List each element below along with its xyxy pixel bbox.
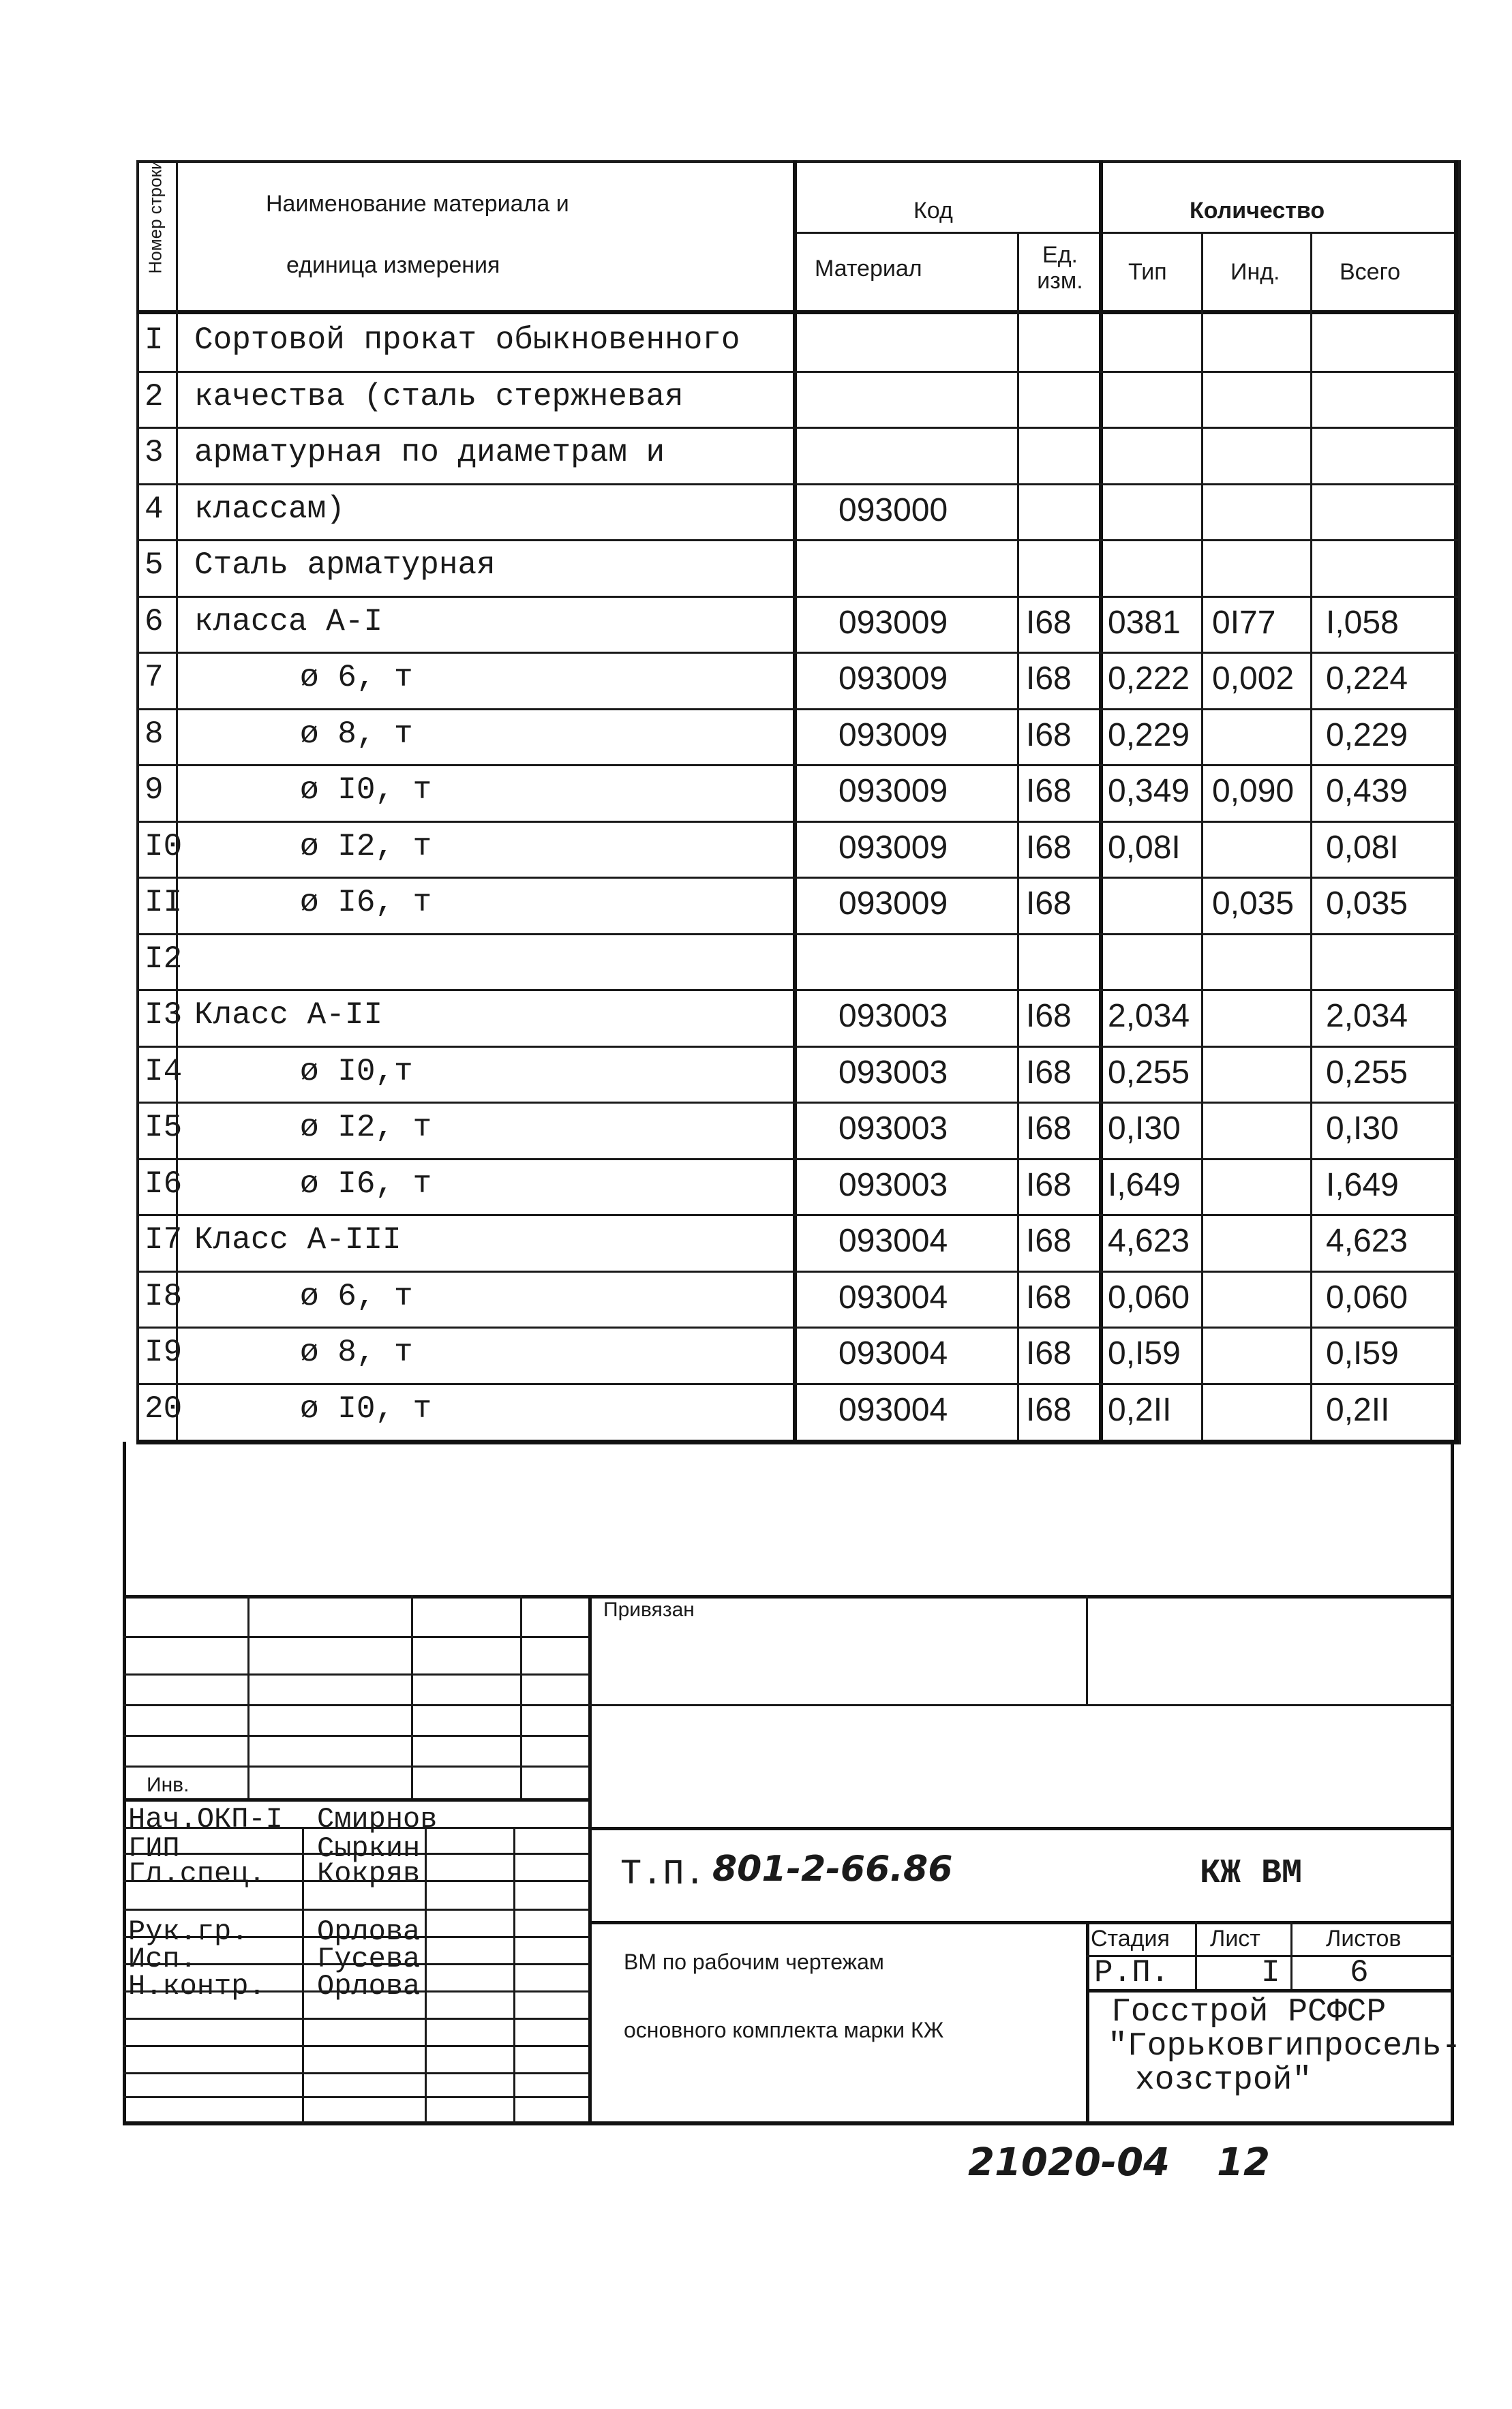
sheet-label: Лист <box>1210 1926 1260 1952</box>
row-number: I2 <box>145 941 183 977</box>
row-number: 4 <box>145 491 164 527</box>
row-divider <box>136 483 1459 485</box>
row-name: ø I6, т <box>300 885 432 920</box>
row-number: 9 <box>145 772 164 808</box>
row-material-code: 093004 <box>838 1223 948 1259</box>
row-divider <box>136 764 1459 766</box>
row-qty-total: 0,I59 <box>1326 1335 1399 1372</box>
row-number: 5 <box>145 547 164 583</box>
row-name: ø I0,т <box>300 1054 413 1089</box>
row-number: I9 <box>145 1335 183 1370</box>
row-qty-total: 0,060 <box>1326 1279 1408 1316</box>
row-divider <box>136 371 1459 373</box>
signature-name: Орлова <box>317 1970 421 2003</box>
signature-name: Смирнов <box>317 1803 438 1836</box>
header-name-line2: единица измерения <box>286 252 500 278</box>
row-name: ø 8, т <box>300 1335 413 1370</box>
row-number: I8 <box>145 1279 183 1314</box>
row-unit-code: I68 <box>1026 1167 1072 1203</box>
header-code: Код <box>913 198 953 224</box>
header-total: Всего <box>1340 259 1401 285</box>
row-number: 2 <box>145 379 164 414</box>
signature-name: Гусева <box>317 1943 421 1975</box>
signature-role: Н.контр. <box>128 1970 266 2003</box>
doc-prefix: Т.П. <box>620 1854 706 1894</box>
row-name: Сортовой прокат обыкновенного <box>194 322 740 358</box>
row-name: ø I2, т <box>300 829 432 864</box>
row-unit-code: I68 <box>1026 1392 1072 1428</box>
row-material-code: 093003 <box>838 1055 948 1091</box>
row-name: Класс А-II <box>194 997 383 1033</box>
signature-name: Орлова <box>317 1915 421 1948</box>
row-material-code: 093000 <box>838 492 948 528</box>
row-material-code: 093009 <box>838 661 948 697</box>
row-qty-total: 0,224 <box>1326 661 1408 697</box>
row-name: ø I0, т <box>300 772 432 808</box>
header-name-line1: Наименование материала и <box>266 191 569 217</box>
doc-number: 801-2-66.86 <box>712 1849 953 1890</box>
row-unit-code: I68 <box>1026 605 1072 641</box>
row-divider <box>136 1214 1459 1216</box>
row-qty-total: 0,229 <box>1326 717 1408 753</box>
row-qty-type: 0,08I <box>1108 830 1181 866</box>
row-name: классам) <box>194 491 345 527</box>
row-unit-code: I68 <box>1026 1110 1072 1147</box>
signature-role: Нач.ОКП-I <box>128 1803 283 1836</box>
row-unit-code: I68 <box>1026 830 1072 866</box>
row-number: 6 <box>145 604 164 639</box>
stage-value: Р.П. <box>1094 1955 1170 1990</box>
row-qty-type: 0,255 <box>1108 1055 1190 1091</box>
header-row-number: Номер строки <box>145 160 166 274</box>
row-material-code: 093009 <box>838 885 948 922</box>
row-material-code: 093009 <box>838 717 948 753</box>
row-name: ø I0, т <box>300 1391 432 1427</box>
inv-label: Инв. <box>147 1774 190 1796</box>
row-divider <box>136 1046 1459 1048</box>
row-material-code: 093003 <box>838 1167 948 1203</box>
row-number: 20 <box>145 1391 183 1427</box>
header-material: Материал <box>815 256 922 282</box>
row-material-code: 093009 <box>838 773 948 809</box>
row-divider <box>136 821 1459 823</box>
row-qty-type: 4,623 <box>1108 1223 1190 1259</box>
row-number: I <box>145 322 164 358</box>
header-type: Тип <box>1128 259 1167 285</box>
row-qty-total: 0,2II <box>1326 1392 1390 1428</box>
row-number: I5 <box>145 1110 183 1145</box>
row-qty-total: 0,035 <box>1326 885 1408 922</box>
row-material-code: 093004 <box>838 1279 948 1316</box>
row-qty-total: 4,623 <box>1326 1223 1408 1259</box>
row-unit-code: I68 <box>1026 1223 1072 1259</box>
desc-line2: основного комплекта марки КЖ <box>624 2018 944 2042</box>
row-name: Сталь арматурная <box>194 547 496 583</box>
signature-role: ГИП <box>128 1832 180 1865</box>
page-number: 12 <box>1217 2140 1270 2185</box>
row-number: I3 <box>145 997 183 1033</box>
row-material-code: 093009 <box>838 605 948 641</box>
row-unit-code: I68 <box>1026 661 1072 697</box>
row-name: Класс А-III <box>194 1222 402 1258</box>
row-number: 7 <box>145 660 164 695</box>
row-material-code: 093003 <box>838 998 948 1034</box>
row-qty-ind: 0,035 <box>1212 885 1295 922</box>
row-qty-type: 0381 <box>1108 605 1181 641</box>
row-divider <box>136 596 1459 598</box>
row-name: ø I6, т <box>300 1166 432 1202</box>
row-qty-total: 0,08I <box>1326 830 1399 866</box>
desc-line1: ВМ по рабочим чертежам <box>624 1950 884 1974</box>
row-qty-total: I,649 <box>1326 1167 1399 1203</box>
row-divider <box>136 427 1459 429</box>
row-qty-type: 2,034 <box>1108 998 1190 1034</box>
org-line2: "Горьковгипросель- <box>1108 2028 1462 2065</box>
row-name: класса А-I <box>194 604 383 639</box>
row-number: I0 <box>145 829 183 864</box>
row-divider <box>136 1271 1459 1273</box>
signature-name: Сыркин <box>317 1832 421 1865</box>
row-name: ø 6, т <box>300 660 413 695</box>
row-qty-type: 0,222 <box>1108 661 1190 697</box>
sheets-value: 6 <box>1350 1955 1369 1990</box>
row-qty-ind: 0,002 <box>1212 661 1295 697</box>
row-qty-total: 2,034 <box>1326 998 1408 1034</box>
row-number: 8 <box>145 716 164 752</box>
row-divider <box>136 933 1459 935</box>
org-line3: хозстрой" <box>1135 2062 1312 2099</box>
row-qty-type: 0,2II <box>1108 1392 1172 1428</box>
header-quantity: Количество <box>1190 198 1325 224</box>
row-qty-ind: 0,090 <box>1212 773 1295 809</box>
row-name: ø 8, т <box>300 716 413 752</box>
row-divider <box>136 708 1459 710</box>
row-divider <box>136 989 1459 991</box>
row-name: арматурная по диаметрам и <box>194 435 665 470</box>
row-divider <box>136 652 1459 654</box>
row-qty-total: I,058 <box>1326 605 1399 641</box>
row-number: I7 <box>145 1222 183 1258</box>
privyazan-label: Привязан <box>603 1599 695 1621</box>
row-divider <box>136 539 1459 541</box>
sheets-label: Листов <box>1326 1926 1402 1952</box>
row-material-code: 093009 <box>838 830 948 866</box>
row-unit-code: I68 <box>1026 885 1072 922</box>
sheet-value: I <box>1261 1955 1280 1990</box>
row-material-code: 093004 <box>838 1392 948 1428</box>
row-qty-type: 0,349 <box>1108 773 1190 809</box>
row-unit-code: I68 <box>1026 1279 1072 1316</box>
stage-label: Стадия <box>1091 1926 1170 1952</box>
row-qty-type: 0,I30 <box>1108 1110 1181 1147</box>
signature-role: Рук.гр. <box>128 1915 249 1948</box>
row-qty-type: 0,060 <box>1108 1279 1190 1316</box>
row-unit-code: I68 <box>1026 717 1072 753</box>
doc-mark: КЖ ВМ <box>1200 1854 1303 1893</box>
row-qty-type: 0,229 <box>1108 717 1190 753</box>
row-number: 3 <box>145 435 164 470</box>
row-name: ø 6, т <box>300 1279 413 1314</box>
archive-number: 21020-04 <box>968 2140 1170 2185</box>
row-name: качества (сталь стержневая <box>194 379 684 414</box>
signature-name: Кокряв <box>317 1858 421 1890</box>
org-line1: Госстрой РСФСР <box>1111 1994 1387 2031</box>
row-name: ø I2, т <box>300 1110 432 1145</box>
row-qty-total: 0,I30 <box>1326 1110 1399 1147</box>
signature-role: Исп. <box>128 1943 197 1975</box>
row-material-code: 093004 <box>838 1335 948 1372</box>
row-qty-total: 0,439 <box>1326 773 1408 809</box>
row-unit-code: I68 <box>1026 1055 1072 1091</box>
row-divider <box>136 1327 1459 1329</box>
row-number: II <box>145 885 183 920</box>
row-material-code: 093003 <box>838 1110 948 1147</box>
row-number: I6 <box>145 1166 183 1202</box>
header-ind: Инд. <box>1230 259 1280 285</box>
row-divider <box>136 1383 1459 1385</box>
signature-role: Гл.спец. <box>128 1858 266 1890</box>
row-qty-type: 0,I59 <box>1108 1335 1181 1372</box>
row-unit-code: I68 <box>1026 998 1072 1034</box>
row-qty-type: I,649 <box>1108 1167 1181 1203</box>
row-unit-code: I68 <box>1026 1335 1072 1372</box>
row-divider <box>136 1102 1459 1104</box>
row-divider <box>136 1158 1459 1160</box>
row-divider <box>136 877 1459 879</box>
row-qty-ind: 0I77 <box>1212 605 1276 641</box>
row-unit-code: I68 <box>1026 773 1072 809</box>
header-unit: Ед. изм. <box>1037 242 1083 294</box>
row-qty-total: 0,255 <box>1326 1055 1408 1091</box>
row-number: I4 <box>145 1054 183 1089</box>
